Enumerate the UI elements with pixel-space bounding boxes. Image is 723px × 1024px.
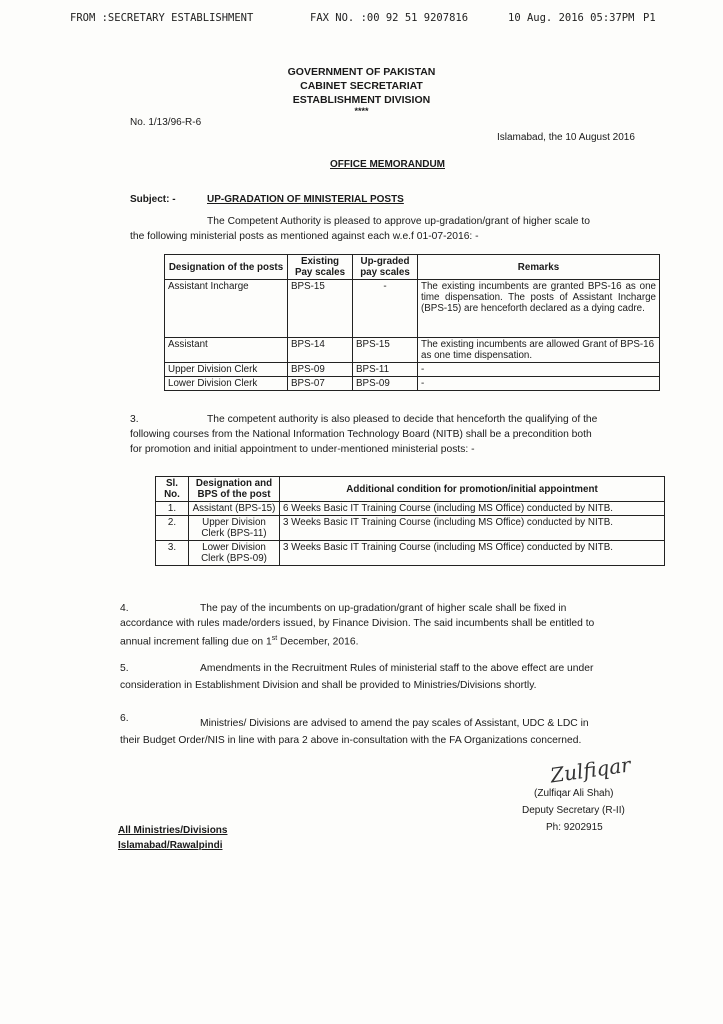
col-sl-no: Sl. No. <box>156 477 189 502</box>
para4-line2: accordance with rules made/orders issued, by Finance Division. The said incumbents shall be entitled to <box>120 618 595 629</box>
col-designation: Designation of the posts <box>165 255 288 280</box>
fax-page: P1 <box>643 12 656 24</box>
para1-line1: The Competent Authority is pleased to approve up-gradation/grant of higher scale to <box>207 216 590 227</box>
table-row <box>165 363 660 377</box>
cell-remarks: - <box>418 377 660 391</box>
col-upgraded: Up-graded pay scales <box>353 255 418 280</box>
para4-superscript: st <box>271 635 278 642</box>
cell-upgraded: BPS-11 <box>353 363 418 377</box>
cell-existing: BPS-14 <box>288 338 353 363</box>
para1-line2: the following ministerial posts as mentioned against each w.e.f 01-07-2016: - <box>130 231 479 242</box>
cell-sl: 2. <box>156 516 189 541</box>
upgradation-table <box>164 254 660 391</box>
table-row <box>156 541 665 566</box>
para4-number: 4. <box>120 603 129 614</box>
cell-existing: BPS-15 <box>288 280 353 338</box>
fax-number: FAX NO. :00 92 51 9207816 <box>310 12 469 24</box>
cell-remarks: The existing incumbents are granted BPS-16 as one time dispensation. The posts of Assistant Incharge (BPS-15) are henceforth declared as a dying cadre. <box>418 280 660 338</box>
para3-line1: The competent authority is also pleased to decide that henceforth the qualifying of the <box>207 414 598 425</box>
cell-designation: Assistant <box>165 338 288 363</box>
addressee-line1: All Ministries/Divisions <box>118 825 228 836</box>
cell-designation: Assistant (BPS-15) <box>189 502 280 516</box>
para3-number: 3. <box>130 414 139 425</box>
col-existing: Existing Pay scales <box>288 255 353 280</box>
cell-existing: BPS-09 <box>288 363 353 377</box>
reference-number: No. 1/13/96-R-6 <box>130 117 202 128</box>
table-row <box>165 377 660 391</box>
para3-line2: following courses from the National Information Technology Board (NITB) shall be a precondition both <box>130 429 592 440</box>
para3-line3: for promotion and initial appointment to under-mentioned ministerial posts: - <box>130 444 475 455</box>
cell-existing: BPS-07 <box>288 377 353 391</box>
para5-line1: Amendments in the Recruitment Rules of ministerial staff to the above effect are under <box>200 663 594 674</box>
col-remarks: Remarks <box>418 255 660 280</box>
cell-condition: 3 Weeks Basic IT Training Course (including MS Office) conducted by NITB. <box>280 516 665 541</box>
table-row <box>156 502 665 516</box>
signature-scribble: Zulfiqar <box>548 752 633 788</box>
signatory-phone: Ph: 9202915 <box>546 822 603 833</box>
cell-condition: 6 Weeks Basic IT Training Course (including MS Office) conducted by NITB. <box>280 502 665 516</box>
cell-upgraded: BPS-09 <box>353 377 418 391</box>
cell-designation: Lower Division Clerk <box>165 377 288 391</box>
para4-line3-text: annual increment falling due on 1 <box>120 636 272 648</box>
para6-line1: Ministries/ Divisions are advised to amend the pay scales of Assistant, UDC & LDC in <box>200 718 589 729</box>
signatory-designation: Deputy Secretary (R-II) <box>522 805 625 816</box>
para4-line1: The pay of the incumbents on up-gradation/grant of higher scale shall be fixed in <box>200 603 567 614</box>
cell-upgraded: BPS-15 <box>353 338 418 363</box>
col-condition: Additional condition for promotion/initial appointment <box>280 477 665 502</box>
signatory-name: (Zulfiqar Ali Shah) <box>534 788 614 799</box>
letterhead-division: ESTABLISHMENT DIVISION <box>292 94 431 106</box>
cell-designation: Lower Division Clerk (BPS-09) <box>189 541 280 566</box>
memo-title: OFFICE MEMORANDUM <box>330 159 445 170</box>
para5-number: 5. <box>120 663 129 674</box>
para6-number: 6. <box>120 713 129 724</box>
para6-line2: their Budget Order/NIS in line with para 2 above in-consultation with the FA Organizations concerned. <box>120 735 582 746</box>
table-row <box>165 280 660 338</box>
fax-datetime: 10 Aug. 2016 05:37PM <box>508 12 635 24</box>
col-designation-bps: Designation and BPS of the post <box>189 477 280 502</box>
cell-remarks: - <box>418 363 660 377</box>
cell-remarks: The existing incumbents are allowed Grant of BPS-16 as one time dispensation. <box>418 338 660 363</box>
fax-from: FROM :SECRETARY ESTABLISHMENT <box>70 12 254 24</box>
cell-upgraded: - <box>353 280 418 338</box>
cell-sl: 1. <box>156 502 189 516</box>
training-table <box>155 476 665 566</box>
place-date: Islamabad, the 10 August 2016 <box>497 132 635 143</box>
cell-condition: 3 Weeks Basic IT Training Course (including MS Office) conducted by NITB. <box>280 541 665 566</box>
para4-line3 <box>120 631 358 649</box>
cell-sl: 3. <box>156 541 189 566</box>
letterhead-cabinet: CABINET SECRETARIAT <box>300 80 423 92</box>
table-row <box>165 338 660 363</box>
subject-text: UP-GRADATION OF MINISTERIAL POSTS <box>207 194 404 205</box>
addressee-line2: Islamabad/Rawalpindi <box>118 840 223 851</box>
cell-designation: Assistant Incharge <box>165 280 288 338</box>
para4-line3-date: December, 2016. <box>277 636 359 648</box>
subject-label: Subject: - <box>130 194 176 205</box>
cell-designation: Upper Division Clerk <box>165 363 288 377</box>
letterhead-stars: **** <box>354 106 369 116</box>
table-row <box>156 516 665 541</box>
cell-designation: Upper Division Clerk (BPS-11) <box>189 516 280 541</box>
letterhead-government: GOVERNMENT OF PAKISTAN <box>287 66 436 78</box>
para5-line2: consideration in Establishment Division and shall be provided to Ministries/Divisions shortly. <box>120 680 537 691</box>
